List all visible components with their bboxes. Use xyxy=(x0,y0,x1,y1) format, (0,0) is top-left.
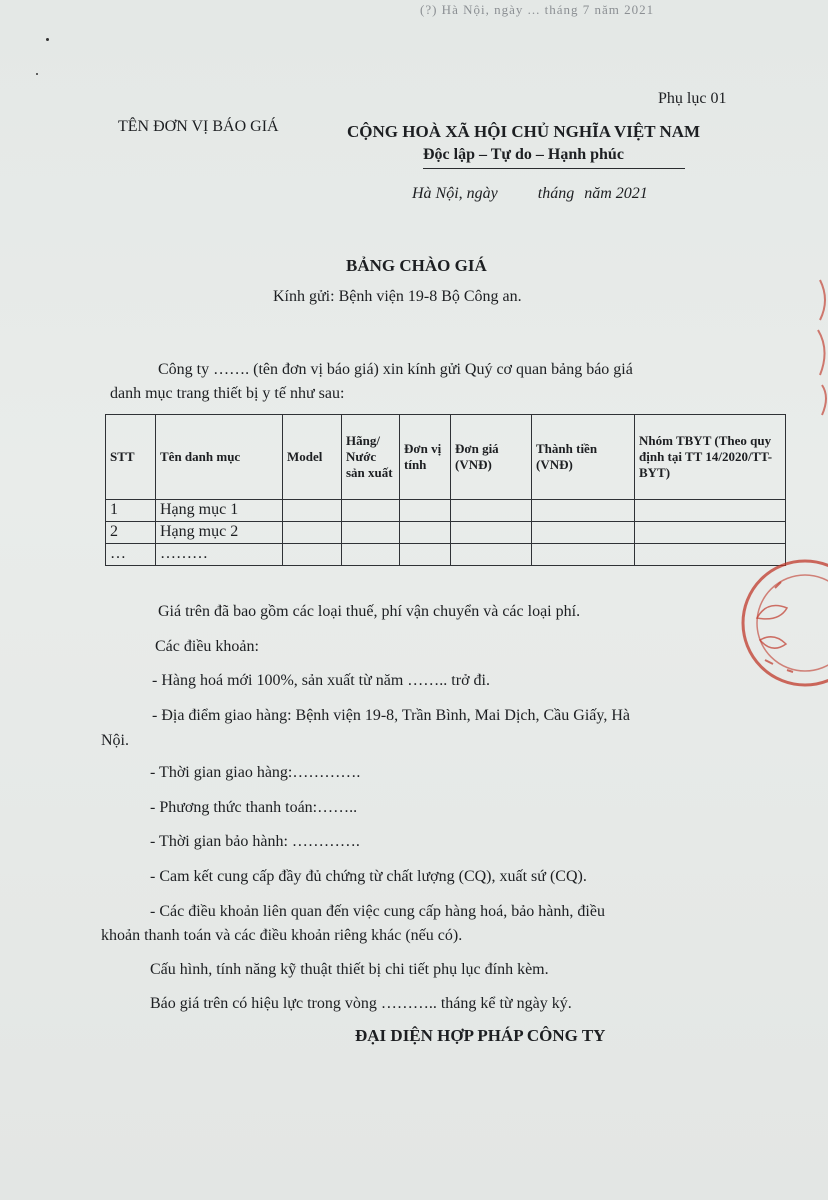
appendix-label: Phụ lục 01 xyxy=(658,90,727,107)
seal-fragment-icon xyxy=(812,270,828,420)
paper-speck xyxy=(36,73,38,75)
cell-empty xyxy=(532,521,635,543)
price-table xyxy=(105,414,786,566)
term-delivery-time: - Thời gian giao hàng:…………. xyxy=(150,764,361,781)
cell-empty xyxy=(283,499,342,521)
place-date xyxy=(412,185,648,203)
cell-stt: 1 xyxy=(106,499,156,521)
term-goods: - Hàng hoá mới 100%, sản xuất từ năm …….. trở đi. xyxy=(152,672,490,689)
header-model: Model xyxy=(283,415,342,500)
unit-name: TÊN ĐƠN VỊ BÁO GIÁ xyxy=(118,118,279,135)
cell-empty xyxy=(451,499,532,521)
header-price: Đơn giá (VNĐ) xyxy=(451,415,532,500)
seal-stamp-icon xyxy=(735,548,828,698)
bleed-through-text: (?) Hà Nội, ngày ... tháng 7 năm 2021 xyxy=(420,2,655,17)
cell-empty xyxy=(451,521,532,543)
term-warranty: - Thời gian bảo hành: …………. xyxy=(150,833,360,850)
header-total: Thành tiền (VNĐ) xyxy=(532,415,635,500)
header-name: Tên danh mục xyxy=(156,415,283,500)
config-note: Cấu hình, tính năng kỹ thuật thiết bị chi tiết phụ lục đính kèm. xyxy=(150,961,549,978)
term-payment: - Phương thức thanh toán:…….. xyxy=(150,799,358,816)
cell-empty xyxy=(283,521,342,543)
term-commitment: - Cam kết cung cấp đầy đủ chứng từ chất lượng (CQ), xuất sứ (CQ). xyxy=(150,868,587,885)
cell-empty xyxy=(532,499,635,521)
validity-note: Báo giá trên có hiệu lực trong vòng ……….. tháng kể từ ngày ký. xyxy=(150,995,572,1012)
term-other: - Các điều khoản liên quan đến việc cung cấp hàng hoá, bảo hành, điều xyxy=(150,903,605,920)
cell-name: Hạng mục 1 xyxy=(156,499,283,521)
table-row xyxy=(106,499,786,521)
cell-empty xyxy=(451,543,532,565)
price-note: Giá trên đã bao gồm các loại thuế, phí vận chuyển và các loại phí. xyxy=(158,603,581,620)
term-place: - Địa điểm giao hàng: Bệnh viện 19-8, Trần Bình, Mai Dịch, Cầu Giấy, Hà xyxy=(152,707,630,724)
motto: Độc lập – Tự do – Hạnh phúc xyxy=(423,146,624,163)
cell-name: ……… xyxy=(156,543,283,565)
term-other-continued: khoản thanh toán và các điều khoản riêng khác (nếu có). xyxy=(101,927,463,944)
header-group: Nhóm TBYT (Theo quy định tại TT 14/2020/TT-BYT) xyxy=(635,415,786,500)
place-date-part: tháng xyxy=(537,185,575,202)
header-brand: Hãng/ Nước sản xuất xyxy=(342,415,400,500)
place-date-part: Hà Nội, ngày xyxy=(412,185,498,202)
table-header-row xyxy=(106,415,786,500)
cell-stt: 2 xyxy=(106,521,156,543)
cell-empty xyxy=(342,521,400,543)
cell-empty xyxy=(400,543,451,565)
paper-speck xyxy=(46,38,49,41)
cell-name: Hạng mục 2 xyxy=(156,521,283,543)
term-place-continued: Nội. xyxy=(101,732,129,749)
cell-empty xyxy=(283,543,342,565)
cell-empty xyxy=(635,499,786,521)
motto-underline xyxy=(423,168,685,169)
header-stt: STT xyxy=(106,415,156,500)
intro-line: Công ty ……. (tên đơn vị báo giá) xin kính gửi Quý cơ quan bảng báo giá xyxy=(158,361,633,378)
representative-heading: ĐẠI DIỆN HỢP PHÁP CÔNG TY xyxy=(355,1026,606,1045)
cell-stt: … xyxy=(106,543,156,565)
table-row xyxy=(106,521,786,543)
cell-empty xyxy=(532,543,635,565)
document-title: BẢNG CHÀO GIÁ xyxy=(346,256,487,275)
recipient-line: Kính gửi: Bệnh viện 19-8 Bộ Công an. xyxy=(273,288,522,305)
republic-heading: CỘNG HOÀ XÃ HỘI CHỦ NGHĨA VIỆT NAM xyxy=(347,122,701,141)
cell-empty xyxy=(342,499,400,521)
cell-empty xyxy=(342,543,400,565)
cell-empty xyxy=(400,521,451,543)
cell-empty xyxy=(635,521,786,543)
place-date-part: năm 2021 xyxy=(584,185,648,202)
terms-heading: Các điều khoản: xyxy=(155,638,259,655)
intro-line: danh mục trang thiết bị y tế như sau: xyxy=(110,385,345,402)
cell-empty xyxy=(400,499,451,521)
table-row xyxy=(106,543,786,565)
header-unit: Đơn vị tính xyxy=(400,415,451,500)
